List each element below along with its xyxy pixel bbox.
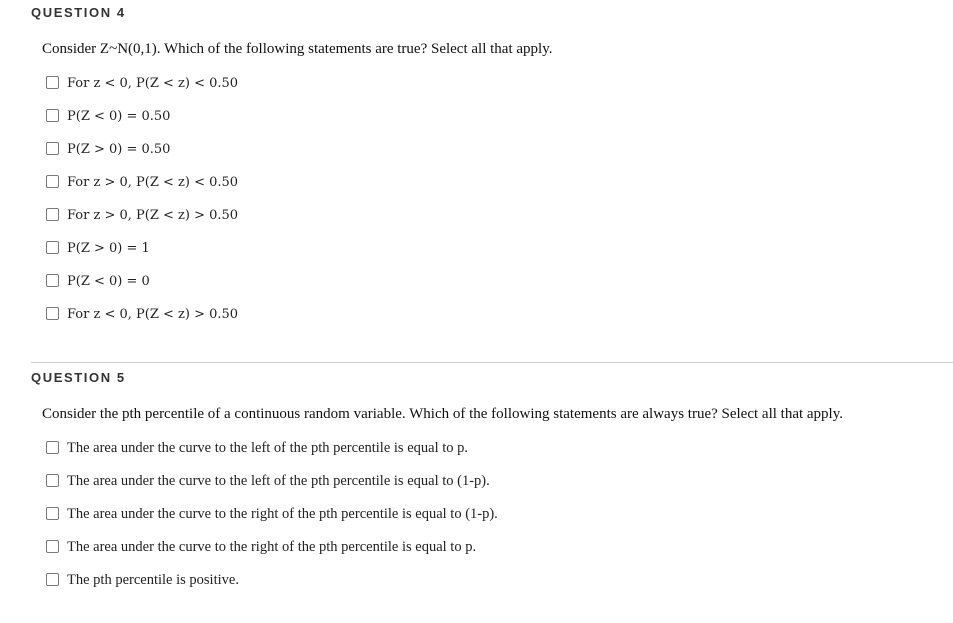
question-5-prompt: Consider the pth percentile of a continuous random variable. Which of the following statements are always true? Select all that apply. [42, 406, 843, 422]
q5-option[interactable] [46, 432, 498, 465]
q4-option[interactable] [46, 133, 238, 166]
q5-option[interactable] [46, 465, 498, 498]
checkbox[interactable] [46, 573, 59, 586]
question-4-options [46, 67, 238, 331]
checkbox[interactable] [46, 175, 59, 188]
option-label: For z > 0, P(Z < z) > 0.50 [67, 208, 239, 223]
option-label: The area under the curve to the right of the pth percentile is equal to p. [67, 539, 477, 555]
q5-option[interactable] [46, 531, 498, 564]
checkbox[interactable] [46, 109, 59, 122]
section-divider [31, 362, 953, 363]
option-label: P(Z < 0) = 0 [67, 274, 150, 289]
option-label: For z > 0, P(Z < z) < 0.50 [67, 175, 239, 190]
checkbox[interactable] [46, 507, 59, 520]
option-label: P(Z > 0) = 1 [67, 241, 150, 256]
checkbox[interactable] [46, 208, 59, 221]
q5-option[interactable] [46, 564, 498, 597]
option-label: For z < 0, P(Z < z) > 0.50 [67, 307, 239, 322]
checkbox[interactable] [46, 241, 59, 254]
q5-option[interactable] [46, 498, 498, 531]
checkbox[interactable] [46, 307, 59, 320]
checkbox[interactable] [46, 274, 59, 287]
checkbox[interactable] [46, 76, 59, 89]
option-label: The area under the curve to the left of the pth percentile is equal to p. [67, 440, 469, 456]
question-4-prompt: Consider Z~N(0,1). Which of the following statements are true? Select all that apply. [42, 41, 553, 57]
q4-option[interactable] [46, 166, 238, 199]
checkbox[interactable] [46, 540, 59, 553]
q4-option[interactable] [46, 298, 238, 331]
option-label: P(Z < 0) = 0.50 [67, 109, 171, 124]
q4-option[interactable] [46, 265, 238, 298]
checkbox[interactable] [46, 474, 59, 487]
option-label: The pth percentile is positive. [67, 572, 239, 588]
option-label: The area under the curve to the right of the pth percentile is equal to (1-p). [67, 506, 498, 522]
question-5-options [46, 432, 498, 597]
q4-option[interactable] [46, 67, 238, 100]
question-5-header: QUESTION 5 [31, 370, 126, 385]
option-label: P(Z > 0) = 0.50 [67, 142, 171, 157]
q4-option[interactable] [46, 100, 238, 133]
question-4-header: QUESTION 4 [31, 5, 126, 20]
option-label: The area under the curve to the left of the pth percentile is equal to (1-p). [67, 473, 490, 489]
q4-option[interactable] [46, 199, 238, 232]
checkbox[interactable] [46, 142, 59, 155]
checkbox[interactable] [46, 441, 59, 454]
option-label: For z < 0, P(Z < z) < 0.50 [67, 76, 239, 91]
q4-option[interactable] [46, 232, 238, 265]
